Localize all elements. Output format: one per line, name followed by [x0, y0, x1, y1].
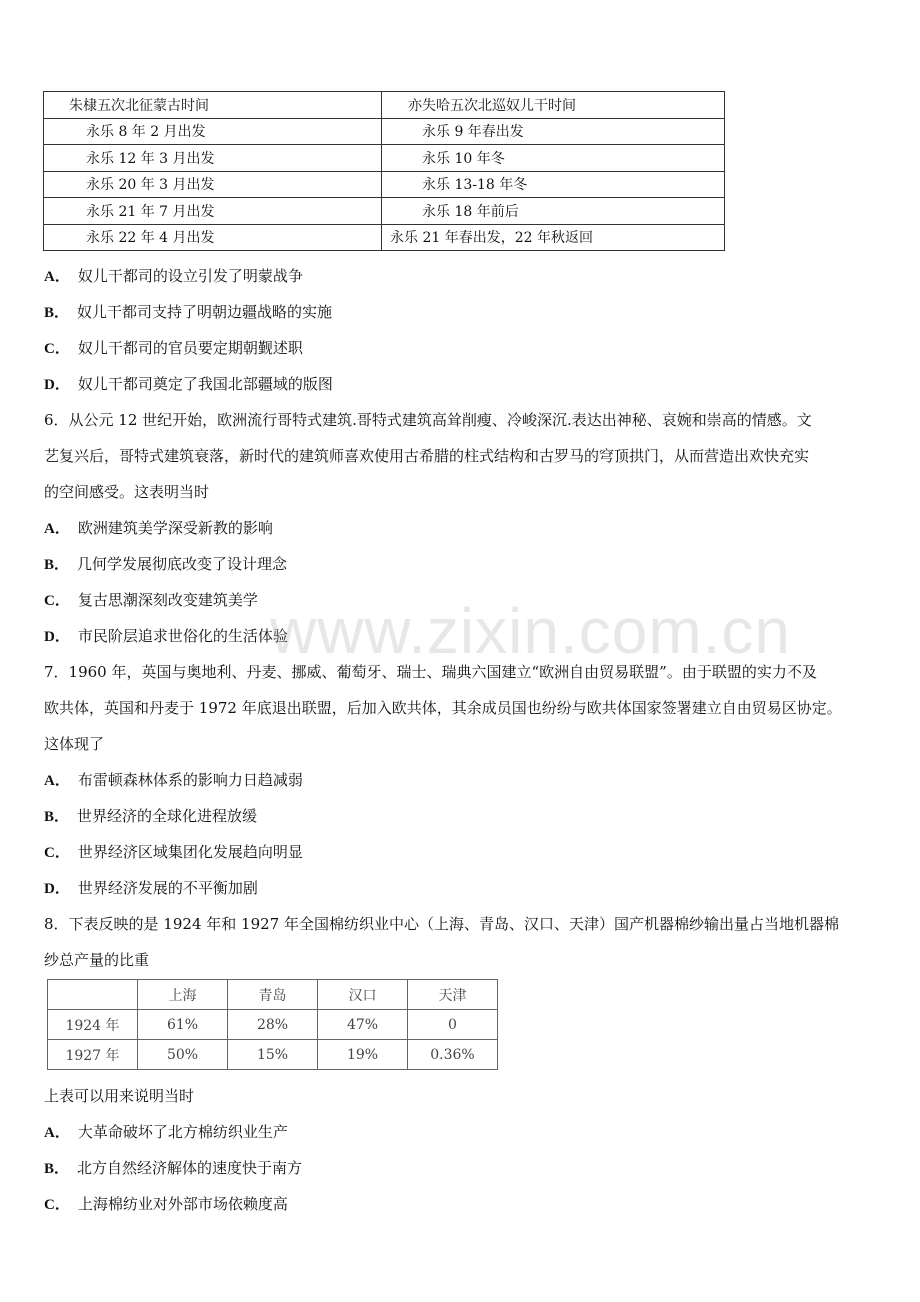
- q8-option-c: C． 上海棉纺业对外部市场依赖度高: [44, 1195, 288, 1213]
- q5-option-d: D． 奴儿干都司奠定了我国北部疆域的版图: [44, 375, 333, 393]
- table-cell: 永乐 13-18 年冬: [382, 171, 725, 198]
- table-cell: 永乐 18 年前后: [382, 198, 725, 225]
- q7-stem-line: 这体现了: [44, 735, 105, 753]
- table-row: [44, 198, 725, 225]
- table-header-cell: 朱棣五次北征蒙古时间: [44, 92, 382, 119]
- table-cell: 永乐 21 年 7 月出发: [44, 198, 382, 225]
- watermark: www.zixin.com.cn: [270, 595, 791, 667]
- q6-stem-line: 艺复兴后，哥特式建筑衰落，新时代的建筑师喜欢使用古希腊的柱式结构和古罗马的穹顶拱门，从而营造出欢快充实: [44, 447, 810, 465]
- expedition-table: [43, 91, 725, 251]
- table-cell: 永乐 10 年冬: [382, 145, 725, 172]
- table-cell: 50%: [138, 1040, 228, 1070]
- table-cell: 47%: [318, 1010, 408, 1040]
- table-cell: 永乐 22 年 4 月出发: [44, 224, 382, 251]
- table-row: [44, 92, 725, 119]
- table-cell: 1927 年: [48, 1040, 138, 1070]
- table-header-cell: 上海: [138, 980, 228, 1010]
- q5-option-b: B． 奴儿干都司支持了明朝边疆战略的实施: [44, 303, 333, 321]
- table-cell: 永乐 9 年春出发: [382, 118, 725, 145]
- q8-option-a: A． 大革命破坏了北方棉纺织业生产: [44, 1123, 288, 1141]
- table-cell: 1924 年: [48, 1010, 138, 1040]
- q6-option-c: C． 复古思潮深刻改变建筑美学: [44, 591, 258, 609]
- table-row: [44, 145, 725, 172]
- q7-stem-line: 7．1960 年，英国与奥地利、丹麦、挪威、葡萄牙、瑞士、瑞典六国建立“欧洲自由贸易联盟”。由于联盟的实力不及: [44, 663, 817, 681]
- table-row: [48, 980, 498, 1010]
- q6-option-d: D． 市民阶层追求世俗化的生活体验: [44, 627, 288, 645]
- table-cell: 15%: [228, 1040, 318, 1070]
- table-cell: 永乐 20 年 3 月出发: [44, 171, 382, 198]
- q8-stem-line: 纱总产量的比重: [44, 951, 150, 969]
- table-row: [48, 1010, 498, 1040]
- table-header-cell: 天津: [408, 980, 498, 1010]
- table-header-cell: 亦失哈五次北巡奴儿干时间: [382, 92, 725, 119]
- table-cell: 28%: [228, 1010, 318, 1040]
- table-cell: 61%: [138, 1010, 228, 1040]
- table-cell: 永乐 21 年春出发，22 年秋返回: [382, 224, 725, 251]
- table-cell: 永乐 8 年 2 月出发: [44, 118, 382, 145]
- q5-option-c: C． 奴儿干都司的官员要定期朝觐述职: [44, 339, 303, 357]
- q7-option-c: C． 世界经济区域集团化发展趋向明显: [44, 843, 303, 861]
- table-header-cell: 青岛: [228, 980, 318, 1010]
- q6-option-a: A． 欧洲建筑美学深受新教的影响: [44, 519, 273, 537]
- q6-stem-line: 6．从公元 12 世纪开始，欧洲流行哥特式建筑.哥特式建筑高耸削瘦、冷峻深沉.表达出神秘、哀婉和崇高的情感。文: [44, 411, 812, 429]
- table-row: [44, 118, 725, 145]
- table-row: [44, 171, 725, 198]
- table-cell: 0.36%: [408, 1040, 498, 1070]
- table-row: [44, 224, 725, 251]
- q6-stem-line: 的空间感受。这表明当时: [44, 483, 210, 501]
- q7-stem-line: 欧共体，英国和丹麦于 1972 年底退出联盟，后加入欧共体，其余成员国也纷纷与欧共体国家签署建立自由贸易区协定。: [44, 699, 842, 717]
- table-cell: 0: [408, 1010, 498, 1040]
- table-cell: 永乐 12 年 3 月出发: [44, 145, 382, 172]
- q7-option-a: A． 布雷顿森林体系的影响力日趋减弱: [44, 771, 303, 789]
- q7-option-b: B． 世界经济的全球化进程放缓: [44, 807, 258, 825]
- q7-option-d: D． 世界经济发展的不平衡加剧: [44, 879, 258, 897]
- q5-option-a: A． 奴儿干都司的设立引发了明蒙战争: [44, 267, 303, 285]
- table-row: [48, 1040, 498, 1070]
- table-header-cell: 汉口: [318, 980, 408, 1010]
- q8-after-table: 上表可以用来说明当时: [44, 1087, 195, 1105]
- q8-stem-line: 8．下表反映的是 1924 年和 1927 年全国棉纺织业中心（上海、青岛、汉口、天津）国产机器棉纱输出量占当地机器棉: [44, 915, 839, 933]
- q6-option-b: B． 几何学发展彻底改变了设计理念: [44, 555, 288, 573]
- q8-option-b: B． 北方自然经济解体的速度快于南方: [44, 1159, 303, 1177]
- table-header-cell: [48, 980, 138, 1010]
- cotton-yarn-table: [47, 979, 498, 1070]
- table-cell: 19%: [318, 1040, 408, 1070]
